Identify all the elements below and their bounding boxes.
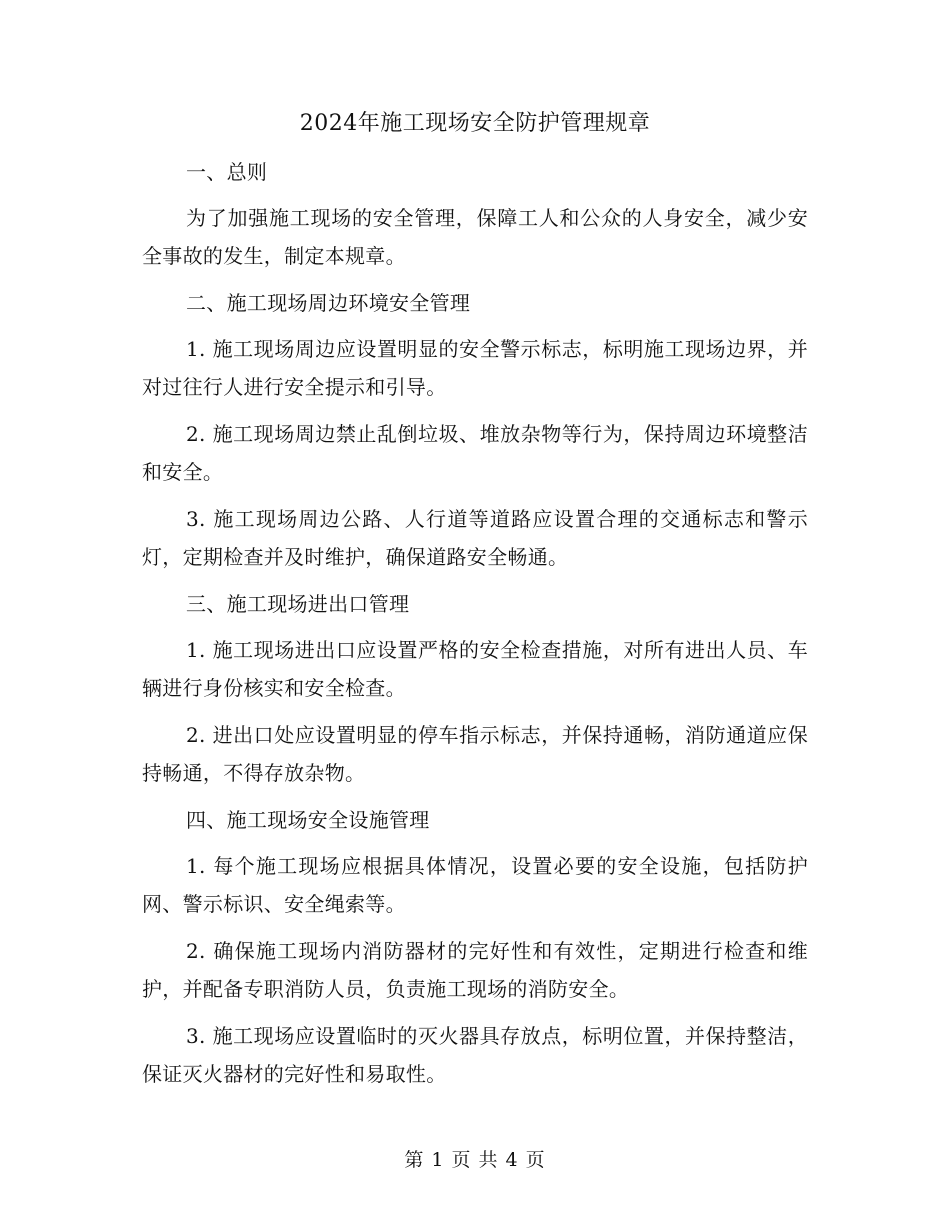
paragraph: 1. 每个施工现场应根据具体情况，设置必要的安全设施，包括防护网、警示标识、安全绳索等。 [142, 854, 808, 916]
section-heading-facilities: 四、施工现场安全设施管理 [186, 808, 430, 832]
document-body [142, 153, 808, 1102]
section-heading-surroundings: 二、施工现场周边环境安全管理 [186, 291, 471, 315]
paragraph: 1. 施工现场进出口应设置严格的安全检查措施，对所有进出人员、车辆进行身份核实和安全检查。 [142, 638, 808, 700]
paragraph: 3. 施工现场应设置临时的灭火器具存放点，标明位置，并保持整洁，保证灭火器材的完好性和易取性。 [142, 1024, 808, 1086]
document-title: 2024年施工现场安全防护管理规章 [299, 111, 651, 136]
paragraph: 1. 施工现场周边应设置明显的安全警示标志，标明施工现场边界，并对过往行人进行安全提示和引导。 [142, 337, 808, 399]
paragraph: 2. 施工现场周边禁止乱倒垃圾、堆放杂物等行为，保持周边环境整洁和安全。 [142, 422, 808, 484]
paragraph: 为了加强施工现场的安全管理，保障工人和公众的人身安全，减少安全事故的发生，制定本规章。 [142, 206, 808, 268]
section-heading-general: 一、总则 [186, 160, 268, 184]
section-heading-entrances: 三、施工现场进出口管理 [186, 592, 410, 616]
paragraph: 2. 确保施工现场内消防器材的完好性和有效性，定期进行检查和维护，并配备专职消防人员，负责施工现场的消防安全。 [142, 939, 808, 1001]
page-footer: 第 1 页 共 4 页 [404, 1149, 546, 1171]
paragraph: 2. 进出口处应设置明显的停车指示标志，并保持通畅，消防通道应保持畅通，不得存放杂物。 [142, 723, 808, 785]
paragraph: 3. 施工现场周边公路、人行道等道路应设置合理的交通标志和警示灯，定期检查并及时维护，确保道路安全畅通。 [142, 507, 808, 569]
